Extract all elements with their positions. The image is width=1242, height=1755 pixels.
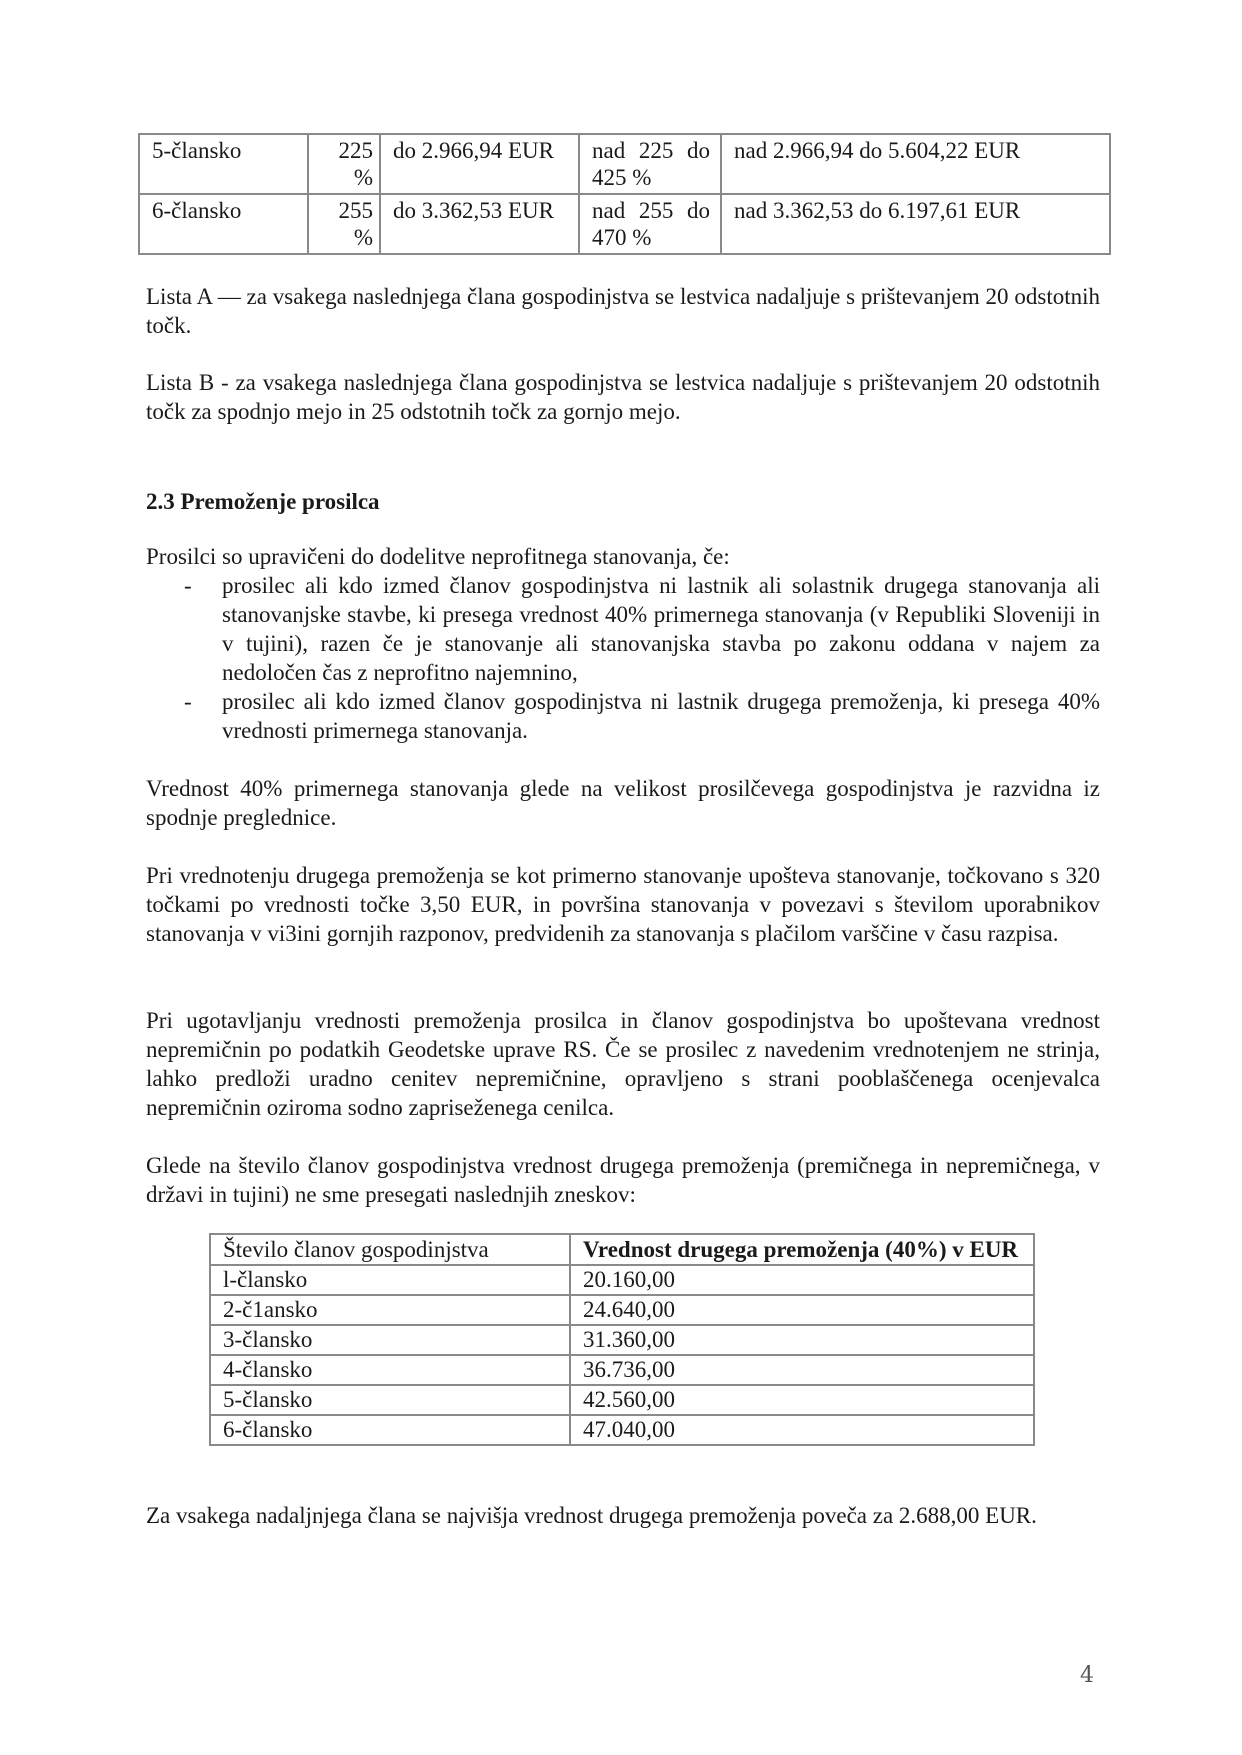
percent-range-upper: 425 % (592, 165, 652, 190)
household-size-cell: 3-člansko (210, 1325, 570, 1355)
asset-value-table (209, 1233, 1035, 1446)
percent-cell: 225 % (308, 134, 380, 194)
percent-range-lower: 225 (638, 138, 674, 163)
percent-range-word: do (687, 138, 710, 163)
list-a-note: Lista A — za vsakega naslednjega člana gospodinjstva se lestvica nadaljuje s prištevanjem 20 odstotnih točk. (146, 284, 1100, 338)
table-row (139, 134, 1110, 194)
dash-bullet-icon: - (184, 573, 192, 598)
household-size-cell: l-člansko (210, 1265, 570, 1295)
limits-paragraph: Glede na število članov gospodinjstva vrednost drugega premoženja (premičnega in nepremičnega, v državi in tujini) ne sme presegati naslednjih zneskov: (146, 1153, 1100, 1207)
page-number: 4 (1080, 1663, 1094, 1688)
asset-value-cell: 42.560,00 (570, 1385, 1034, 1415)
table-row (210, 1385, 1034, 1415)
list-b-note: Lista B - za vsakega naslednjega člana gospodinjstva se lestvica nadaljuje s prištevanjem 20 odstotnih točk za spodnjo mejo in 25 odstotnih točk za gornjo mejo. (146, 370, 1100, 424)
closing-paragraph: Za vsakega nadaljnjega člana se najvišja vrednost drugega premoženja poveča za 2.688,00 EUR. (146, 1503, 1037, 1528)
eligibility-conditions-list (146, 571, 1100, 745)
list-item (146, 571, 1100, 687)
asset-value-cell: 36.736,00 (570, 1355, 1034, 1385)
table-row (210, 1265, 1034, 1295)
section-heading: 2.3 Premoženje prosilca (146, 489, 380, 514)
table-header-row (210, 1234, 1034, 1265)
percent-range-cell (579, 194, 721, 254)
percent-range-lower: 255 (638, 198, 674, 223)
percent-range-word: nad (592, 138, 626, 163)
list-a-limit-cell: do 2.966,94 EUR (380, 134, 579, 194)
value-paragraph: Vrednost 40% primernega stanovanja glede na velikost prosilčevega gospodinjstva je razvidna iz spodnje preglednice. (146, 776, 1100, 830)
table-row (210, 1295, 1034, 1325)
percent-range-upper: 470 % (592, 225, 652, 250)
income-threshold-table (138, 133, 1111, 255)
column-header-value: Vrednost drugega premoženja (40%) v EUR (570, 1234, 1034, 1265)
dash-bullet-icon: - (184, 689, 192, 714)
household-size-cell: 5-člansko (139, 134, 308, 194)
asset-value-cell: 24.640,00 (570, 1295, 1034, 1325)
asset-value-cell: 47.040,00 (570, 1415, 1034, 1445)
household-size-cell: 6-člansko (210, 1415, 570, 1445)
percent-range-cell (579, 134, 721, 194)
condition-text: prosilec ali kdo izmed članov gospodinjstva ni lastnik drugega premoženja, ki presega 40% vrednosti primernega stanovanja. (222, 689, 1100, 743)
percent-range-word: nad (592, 198, 626, 223)
list-item (146, 687, 1100, 745)
list-b-range-cell: nad 2.966,94 do 5.604,22 EUR (721, 134, 1110, 194)
condition-text: prosilec ali kdo izmed članov gospodinjstva ni lastnik ali solastnik drugega stanovanja ali stanovanjske stavbe, ki presega vrednost 40% primernega stanovanja (v Republiki Sloveniji in v tujini), razen če je stanovanje ali stanovanjska stavba po zakonu oddana v najem za nedoločen čas z neprofitno najemnino, (222, 573, 1100, 685)
table-row (139, 194, 1110, 254)
table-row (210, 1415, 1034, 1445)
asset-value-cell: 20.160,00 (570, 1265, 1034, 1295)
asset-value-cell: 31.360,00 (570, 1325, 1034, 1355)
household-size-cell: 5-člansko (210, 1385, 570, 1415)
assessment-paragraph: Pri ugotavljanju vrednosti premoženja prosilca in članov gospodinjstva bo upoštevana vrednost nepremičnin po podatkih Geodetske uprave RS. Če se prosilec z navedenim vrednotenjem ne strinja, lahko predloži uradno cenitev nepremičnine, opravljeno s strani pooblaščenega ocenjevalca nepremičnin oziroma sodno zapriseženega cenilca. (146, 1008, 1100, 1120)
household-size-cell: 2-č1ansko (210, 1295, 570, 1325)
table-row (210, 1325, 1034, 1355)
column-header-household: Število članov gospodinjstva (210, 1234, 570, 1265)
eligibility-intro: Prosilci so upravičeni do dodelitve neprofitnega stanovanja, če: (146, 544, 730, 569)
household-size-cell: 4-člansko (210, 1355, 570, 1385)
household-size-cell: 6-člansko (139, 194, 308, 254)
list-a-limit-cell: do 3.362,53 EUR (380, 194, 579, 254)
table-row (210, 1355, 1034, 1385)
percent-cell: 255 % (308, 194, 380, 254)
valuation-paragraph: Pri vrednotenju drugega premoženja se kot primerno stanovanje upošteva stanovanje, točkovano s 320 točkami po vrednosti točke 3,50 EUR, in površina stanovanja v povezavi s številom uporabnikov stanovanja v vi3ini gornjih razponov, predvidenih za stanovanja s plačilom varščine v času razpisa. (146, 863, 1100, 946)
percent-range-word: do (687, 198, 710, 223)
list-b-range-cell: nad 3.362,53 do 6.197,61 EUR (721, 194, 1110, 254)
